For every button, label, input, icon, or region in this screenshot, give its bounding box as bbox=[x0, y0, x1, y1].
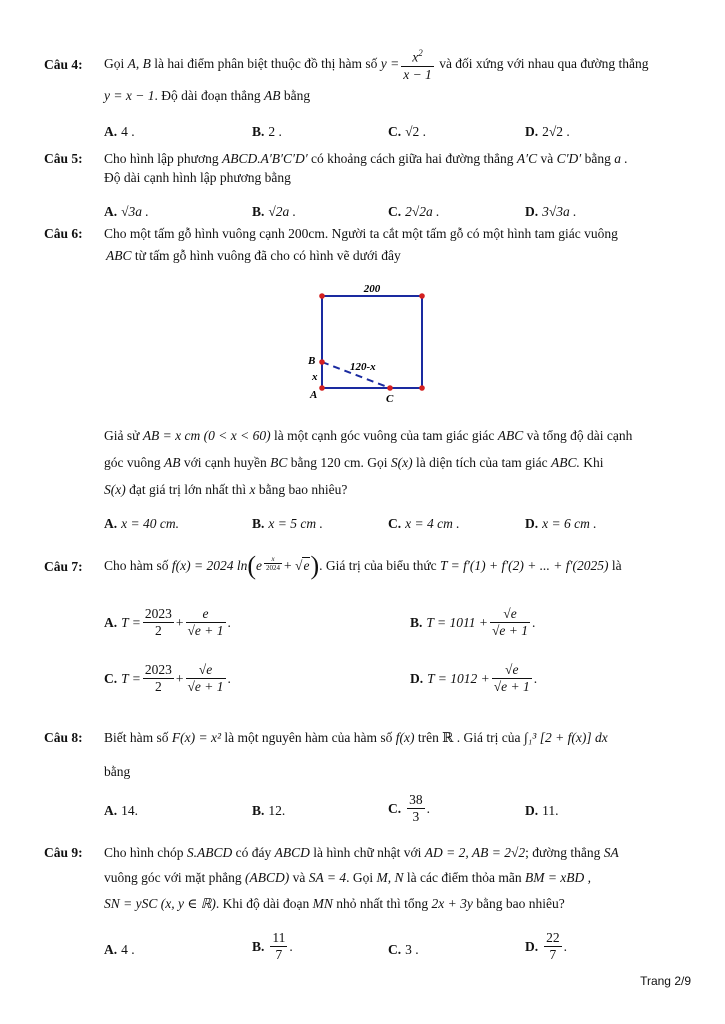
question-8-line-1: Biết hàm số F(x) = x² là một nguyên hàm của hàm số f(x) trên ℝ . Giá trị của ∫₁³ [2 + f(x)] dx bbox=[104, 730, 608, 745]
q8-option-d[interactable]: D. 11. bbox=[525, 803, 559, 818]
question-6-line-4: góc vuông AB với cạnh huyền BC bằng 120 cm. Gọi S(x) là diện tích của tam giác ABC. Khi bbox=[104, 455, 604, 470]
q5-option-a[interactable]: A. √3a . bbox=[104, 204, 149, 219]
square-outline bbox=[322, 296, 422, 388]
question-8-label: Câu 8: bbox=[44, 730, 83, 745]
corner-bottom-right bbox=[419, 385, 425, 391]
corner-top-left bbox=[319, 293, 325, 299]
q5-option-b[interactable]: B. √2a . bbox=[252, 204, 297, 219]
q4-option-b[interactable]: B. 2 . bbox=[252, 124, 282, 139]
question-5-label: Câu 5: bbox=[44, 151, 83, 166]
label-c: C bbox=[386, 393, 394, 405]
point-a bbox=[319, 385, 325, 391]
q7-option-b[interactable]: B. T = 1011 + $\frac{√e}{√e + 1}$ . bbox=[410, 606, 536, 638]
q8-option-b[interactable]: B. 12. bbox=[252, 803, 286, 818]
question-7-line-1: Cho hàm số f(x) = 2024 ln ( e $\frac{x}{2024}$ + √e ) . Giá trị của biểu thức T = f′(1) + f′(2) + ... + f′(2025) là bbox=[104, 551, 622, 580]
q5-option-c[interactable]: C. 2√2a . bbox=[388, 204, 440, 219]
q6-option-a[interactable]: A. x = 40 cm. bbox=[104, 516, 179, 531]
q7-option-a[interactable]: A. T = $\frac{2023}{2}$ + $\frac{e}{√e + 1}$ . bbox=[104, 606, 231, 638]
question-4-line-1: Gọi A, B là hai điểm phân biệt thuộc đồ thị hàm số y = $\frac{x^2}{x - 1}$ và đối xứng với nhau qua đường thẳng bbox=[104, 44, 691, 84]
q4-option-a[interactable]: A. 4 . bbox=[104, 124, 135, 139]
q6-option-d[interactable]: D. x = 6 cm . bbox=[525, 516, 597, 531]
label-b: B bbox=[308, 355, 316, 367]
question-6-line-3: Giả sử AB = x cm (0 < x < 60) là một cạnh góc vuông của tam giác giác ABC và tổng độ dài cạnh bbox=[104, 428, 633, 443]
q8-option-a[interactable]: A. 14. bbox=[104, 803, 138, 818]
q7-option-d[interactable]: D. T = 1012 + $\frac{√e}{√e + 1}$ . bbox=[410, 662, 538, 694]
integral-expression: ∫₁³ [2 + f(x)] dx bbox=[523, 730, 608, 745]
q9-option-b[interactable]: B. $\frac{11}{7}$ . bbox=[252, 930, 293, 962]
q5-option-d[interactable]: D. 3√3a . bbox=[525, 204, 577, 219]
label-x: x bbox=[312, 371, 318, 383]
question-9-line-2: vuông góc với mặt phẳng (ABCD) và SA = 4. Gọi M, N là các điểm thỏa mãn BM = xBD , bbox=[104, 870, 592, 885]
question-9-line-3: SN = ySC (x, y ∈ ℝ). Khi độ dài đoạn MN nhỏ nhất thì tổng 2x + 3y bằng bao nhiêu? bbox=[104, 896, 565, 911]
question-4-line-2: y = x − 1. Độ dài đoạn thẳng AB bằng bbox=[104, 88, 311, 103]
point-c bbox=[387, 385, 393, 391]
corner-top-right bbox=[419, 293, 425, 299]
question-6-line-2: ABC từ tấm gỗ hình vuông đã cho có hình vẽ dưới đây bbox=[106, 248, 401, 263]
page-number: Trang 2/9 bbox=[640, 974, 691, 988]
question-6-line-1: Cho một tấm gỗ hình vuông cạnh 200cm. Người ta cắt một tấm gỗ có một hình tam giác vuông bbox=[104, 226, 618, 241]
question-5-line-2: Độ dài cạnh hình lập phương bằng bbox=[104, 170, 291, 185]
q9-option-a[interactable]: A. 4 . bbox=[104, 942, 135, 957]
question-9-label: Câu 9: bbox=[44, 845, 83, 860]
question-8-line-2: bằng bbox=[104, 764, 131, 779]
q9-option-d[interactable]: D. $\frac{22}{7}$ . bbox=[525, 930, 567, 962]
q4-option-d[interactable]: D. 2√2 . bbox=[525, 124, 570, 139]
question-6-label: Câu 6: bbox=[44, 226, 83, 241]
question-5-line-1: Cho hình lập phương ABCD.A′B′C′D′ có khoảng cách giữa hai đường thẳng A′C và C′D′ bằng a . bbox=[104, 151, 628, 166]
q9-option-c[interactable]: C. 3 . bbox=[388, 942, 419, 957]
label-120-x: 120-x bbox=[350, 361, 376, 373]
label-a: A bbox=[310, 389, 318, 401]
question-7-label: Câu 7: bbox=[44, 559, 83, 574]
q7-option-c[interactable]: C. T = $\frac{2023}{2}$ + $\frac{√e}{√e + 1}$ . bbox=[104, 662, 231, 694]
label-200: 200 bbox=[363, 283, 381, 295]
fraction-x2-over-x-1: $\frac{x^2}{x - 1}$ bbox=[401, 45, 434, 83]
q6-option-b[interactable]: B. x = 5 cm . bbox=[252, 516, 323, 531]
q6-option-c[interactable]: C. x = 4 cm . bbox=[388, 516, 460, 531]
point-b bbox=[319, 359, 325, 365]
q8-option-c[interactable]: C. $\frac{38}{3}$ . bbox=[388, 792, 430, 824]
question-4-label: Câu 4: bbox=[44, 57, 83, 72]
square-wood-figure bbox=[300, 278, 440, 408]
question-6-line-5: S(x) đạt giá trị lớn nhất thì x bằng bao nhiêu? bbox=[104, 482, 348, 497]
q4-option-c[interactable]: C. √2 . bbox=[388, 124, 427, 139]
question-9-line-1: Cho hình chóp S.ABCD có đáy ABCD là hình chữ nhật với AD = 2, AB = 2√2; đường thẳng SA bbox=[104, 845, 619, 860]
